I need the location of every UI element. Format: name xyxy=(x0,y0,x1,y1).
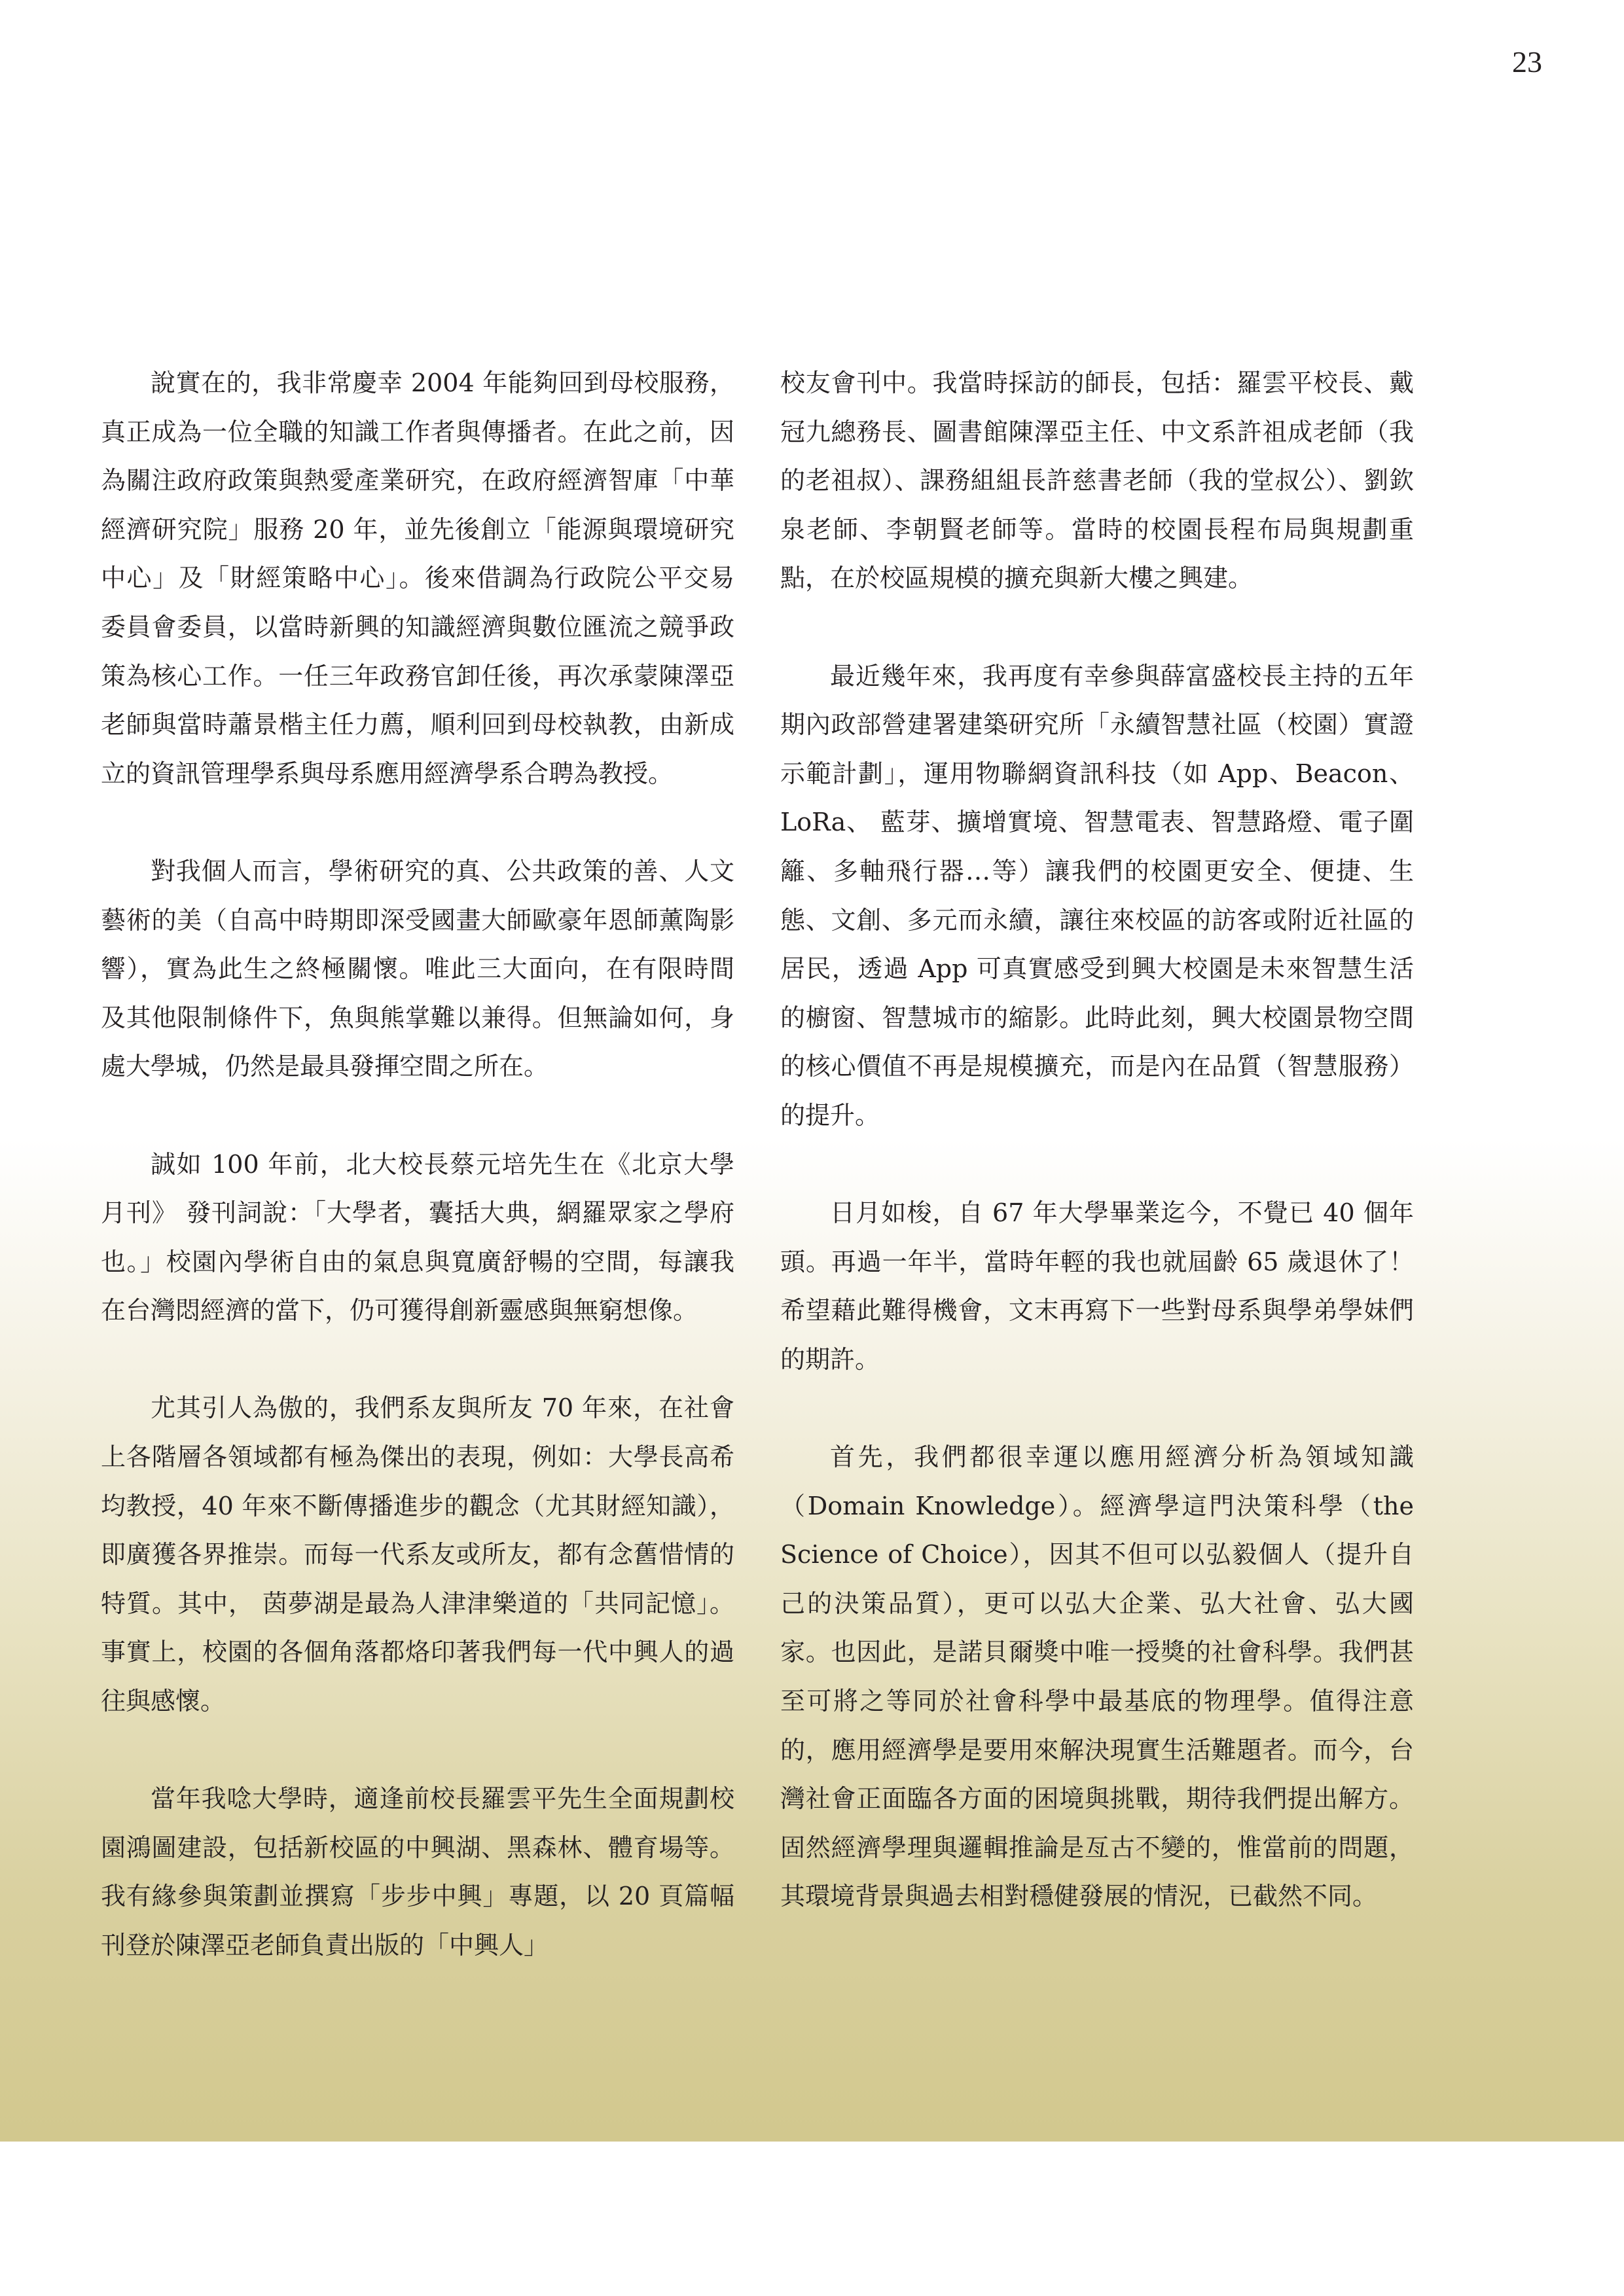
paragraph-applied-economics: 首先，我們都很幸運以應用經濟分析為領域知識（Domain Knowledge）。經濟學這門決策科學（the Science of Choice），因其不但可以弘毅個人（提升自己的決策品質），更可以弘大企業、弘大社會、弘大國家。也因此，是諾貝爾獎中唯一授獎的社會科學。我們甚至可將之等同於社會科學中最基底的物理學。值得注意的，應用經濟學是要用來解決現實生活難題者。而今，台灣社會正面臨各方面的困境與挑戰，期待我們提出解方。固然經濟學理與邏輯推論是亙古不變的，惟當前的問題，其環境背景與過去相對穩健發展的情況，已截然不同。 xyxy=(780,1443,1414,1911)
paragraph-smart-campus: 最近幾年來，我再度有幸參與薛富盛校長主持的五年期內政部營建署建築研究所「永續智慧社區（校園）實證示範計劃」，運用物聯網資訊科技（如 App、Beacon、LoRa、 藍芽、擴增實境、智慧電表、智慧路燈、電子圍籬、多軸飛行器…等）讓我們的校園更安全、便捷、生態、文創、多元而永續，讓往來校區的訪客或附近社區的居民，透過 App 可真實感受到興大校園是未來智慧生活的櫥窗、智慧城市的縮影。此時此刻，興大校園景物空間的核心價值不再是規模擴充，而是內在品質（智慧服務）的提升。 xyxy=(780,661,1414,1130)
bottom-margin xyxy=(0,2142,1624,2296)
page-number: 23 xyxy=(1512,45,1542,79)
paragraph-truth-goodness-beauty: 對我個人而言，學術研究的真、公共政策的善、人文藝術的美（自高中時期即深受國畫大師歐豪年恩師薰陶影響），實為此生之終極關懷。唯此三大面向，在有限時間及其他限制條件下，魚與熊掌難以兼得。但無論如何，身處大學城，仍然是最具發揮空間之所在。 xyxy=(101,856,734,1081)
paragraph-forty-years: 日月如梭，自 67 年大學畢業迄今，不覺已 40 個年頭。再過一年半，當時年輕的我也就屆齡 65 歲退休了！希望藉此難得機會，文末再寫下一些對母系與學弟學妹們的期許。 xyxy=(780,1198,1414,1374)
paragraph-alumni-achievements: 尤其引人為傲的，我們系友與所友 70 年來，在社會上各階層各領域都有極為傑出的表現，例如：大學長高希均教授，40 年來不斷傳播進步的觀念（尤其財經知識），即廣獲各界推崇。而每一代系友或所友，都有念舊惜情的特質。其中， 茵夢湖是最為人津津樂道的「共同記憶」。事實上，校園的各個角落都烙印著我們每一代中興人的過往與感懷。 xyxy=(101,1393,734,1716)
paragraph-campus-planning: 當年我唸大學時，適逢前校長羅雲平先生全面規劃校園鴻圖建設，包括新校區的中興湖、黑森林、體育場等。我有緣參與策劃並撰寫「步步中興」專題，以 20 頁篇幅刊登於陳澤亞老師負責出版的「中興人」 xyxy=(101,1784,734,1960)
left-column xyxy=(101,359,734,2018)
paragraph-campus-planning-continued: 校友會刊中。我當時採訪的師長，包括：羅雲平校長、戴冠九總務長、圖書館陳澤亞主任、中文系許祖成老師（我的老祖叔）、課務組組長許慈書老師（我的堂叔公）、劉欽泉老師、李朝賢老師等。當時的校園長程布局與規劃重點，在於校區規模的擴充與新大樓之興建。 xyxy=(780,368,1414,593)
right-column xyxy=(780,359,1414,1970)
paragraph-return-to-alma-mater: 說實在的，我非常慶幸 2004 年能夠回到母校服務，真正成為一位全職的知識工作者與傳播者。在此之前，因為關注政府政策與熱愛產業研究，在政府經濟智庫「中華經濟研究院」服務 20 年，並先後創立「能源與環境研究中心」及「財經策略中心」。後來借調為行政院公平交易委員會委員，以當時新興的知識經濟與數位匯流之競爭政策為核心工作。一任三年政務官卸任後，再次承蒙陳澤亞老師與當時蕭景楷主任力薦，順利回到母校執教，由新成立的資訊管理學系與母系應用經濟學系合聘為教授。 xyxy=(101,368,734,788)
paragraph-university-quote: 誠如 100 年前，北大校長蔡元培先生在《北京大學月刊》 發刊詞說：「大學者，囊括大典，網羅眾家之學府也。」校園內學術自由的氣息與寬廣舒暢的空間，每讓我在台灣悶經濟的當下，仍可獲得創新靈感與無窮想像。 xyxy=(101,1149,734,1325)
